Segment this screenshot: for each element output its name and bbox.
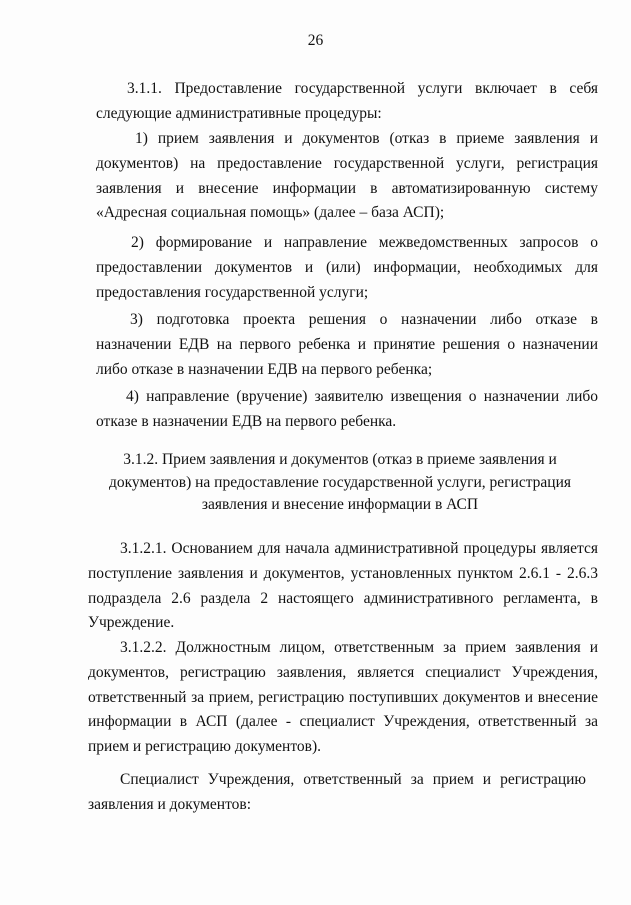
page-number: 26 xyxy=(307,32,324,49)
paragraph-3-1-2-1: 3.1.2.1. Основанием для начала административной процедуры является поступление заявления и документов, установленных пунктом 2.6.1 - 2.6.3 подраздела 2.6 раздела 2 настоящего административного регламента, в Учреждение. xyxy=(88,540,598,632)
list-item-2: 2) формирование и направление межведомственных запросов о предоставлении документов и (или) информации, необходимых для предоставления государственной услуги; xyxy=(96,234,598,301)
paragraph-3-1-2-2: 3.1.2.2. Должностным лицом, ответственным за прием заявления и документов, регистрацию заявления, является специалист Учреждения, ответственный за прием, регистрацию поступивших документов и внесение информации в АСП (далее - специалист Учреждения, ответственный за прием и регистрацию документов). xyxy=(88,639,598,756)
section-heading-3-1-2: 3.1.2. Прием заявления и документов (отказ в приеме заявления и документов) на предоставление государственной услуги, регистрация заявления и внесение информации в АСП xyxy=(108,451,572,513)
list-item-4: 4) направление (вручение) заявителю извещения о назначении либо отказе в назначении ЕДВ на первого ребенка. xyxy=(96,388,598,430)
list-item-1: 1) прием заявления и документов (отказ в приеме заявления и документов) на предоставление государственной услуги, регистрация заявления и внесение информации в автоматизированную систему «Адресная социальная помощь» (далее – база АСП); xyxy=(96,130,598,222)
list-item-3: 3) подготовка проекта решения о назначении либо отказе в назначении ЕДВ на первого ребенка и принятие решения о назначении либо отказе в назначении ЕДВ на первого ребенка; xyxy=(96,311,598,378)
paragraph-3-1-1: 3.1.1. Предоставление государственной услуги включает в себя следующие административные процедуры: xyxy=(96,80,598,122)
paragraph-specialist: Специалист Учреждения, ответственный за прием и регистрацию заявления и документов: xyxy=(88,771,586,813)
